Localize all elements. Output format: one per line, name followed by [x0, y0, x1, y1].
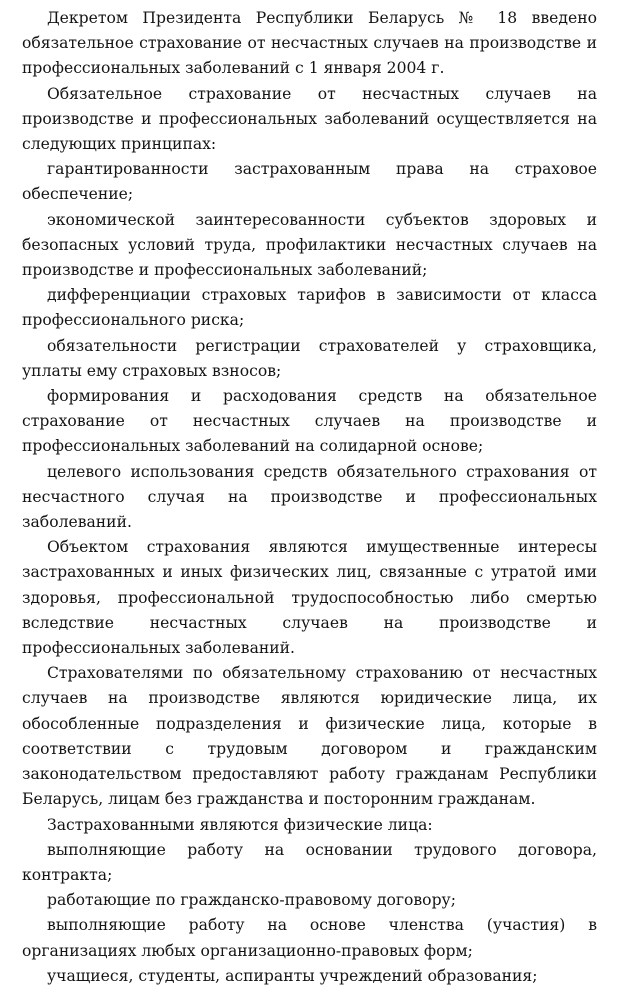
list-item-insured-civil-contract: работающие по гражданско-правовому договору; — [47, 891, 456, 910]
list-item-insured-membership: выполняющие работу на основе членства (участия) в организациях любых организационно-правовых форм; — [22, 916, 597, 960]
list-item-principle-registration: обязательности регистрации страхователей у страховщика, уплаты ему страховых взносов; — [22, 336, 597, 380]
list-item-insured-employment-contract: выполняющие работу на основании трудового договора, контракта; — [22, 840, 597, 884]
list-item-principle-targeted-use: целевого использования средств обязательного страхования от несчастного случая на производстве и профессиональных заболеваний. — [22, 462, 597, 532]
list-item-principle-tariff-differentiation: дифференциации страховых тарифов в зависимости от класса профессионального риска; — [22, 286, 597, 330]
document-page — [22, 6, 597, 989]
paragraph-insured-intro: Застрахованными являются физические лица: — [47, 815, 433, 834]
paragraph-decree: Декретом Президента Республики Беларусь № 18 введено обязательное страхование от несчастных случаев на производстве и профессиональных заболеваний с 1 января 2004 г. — [22, 9, 597, 78]
list-item-principle-guarantee: гарантированности застрахованным права на страховое обеспечение; — [22, 160, 597, 204]
paragraph-policyholders: Страхователями по обязательному страхованию от несчастных случаев на производстве являются юридические лица, их обособленные подразделения и физические лица, которые в соответствии с трудовым договором и гражданским законодательством предоставляют работу гражданам Республики Беларусь, лицам без гражданства и посторонним гражданам. — [22, 664, 597, 809]
paragraph-principles-intro: Обязательное страхование от несчастных случаев на производстве и профессиональных заболеваний осуществляется на следующих принципах: — [22, 84, 597, 154]
paragraph-insurance-object: Объектом страхования являются имущественные интересы застрахованных и иных физических лиц, связанные с утратой ими здоровья, профессиональной трудоспособностью либо смертью вследствие несчастных случаев на производстве и профессиональных заболеваний. — [22, 538, 597, 658]
list-item-insured-students: учащиеся, студенты, аспиранты учреждений образования; — [47, 966, 538, 985]
list-item-principle-economic-interest: экономической заинтересованности субъектов здоровых и безопасных условий труда, профилактики несчастных случаев на производстве и профессиональных заболеваний; — [22, 210, 597, 280]
list-item-principle-solidarity-funding: формирования и расходования средств на обязательное страхование от несчастных случаев на производстве и профессиональных заболеваний на солидарной основе; — [22, 387, 597, 456]
